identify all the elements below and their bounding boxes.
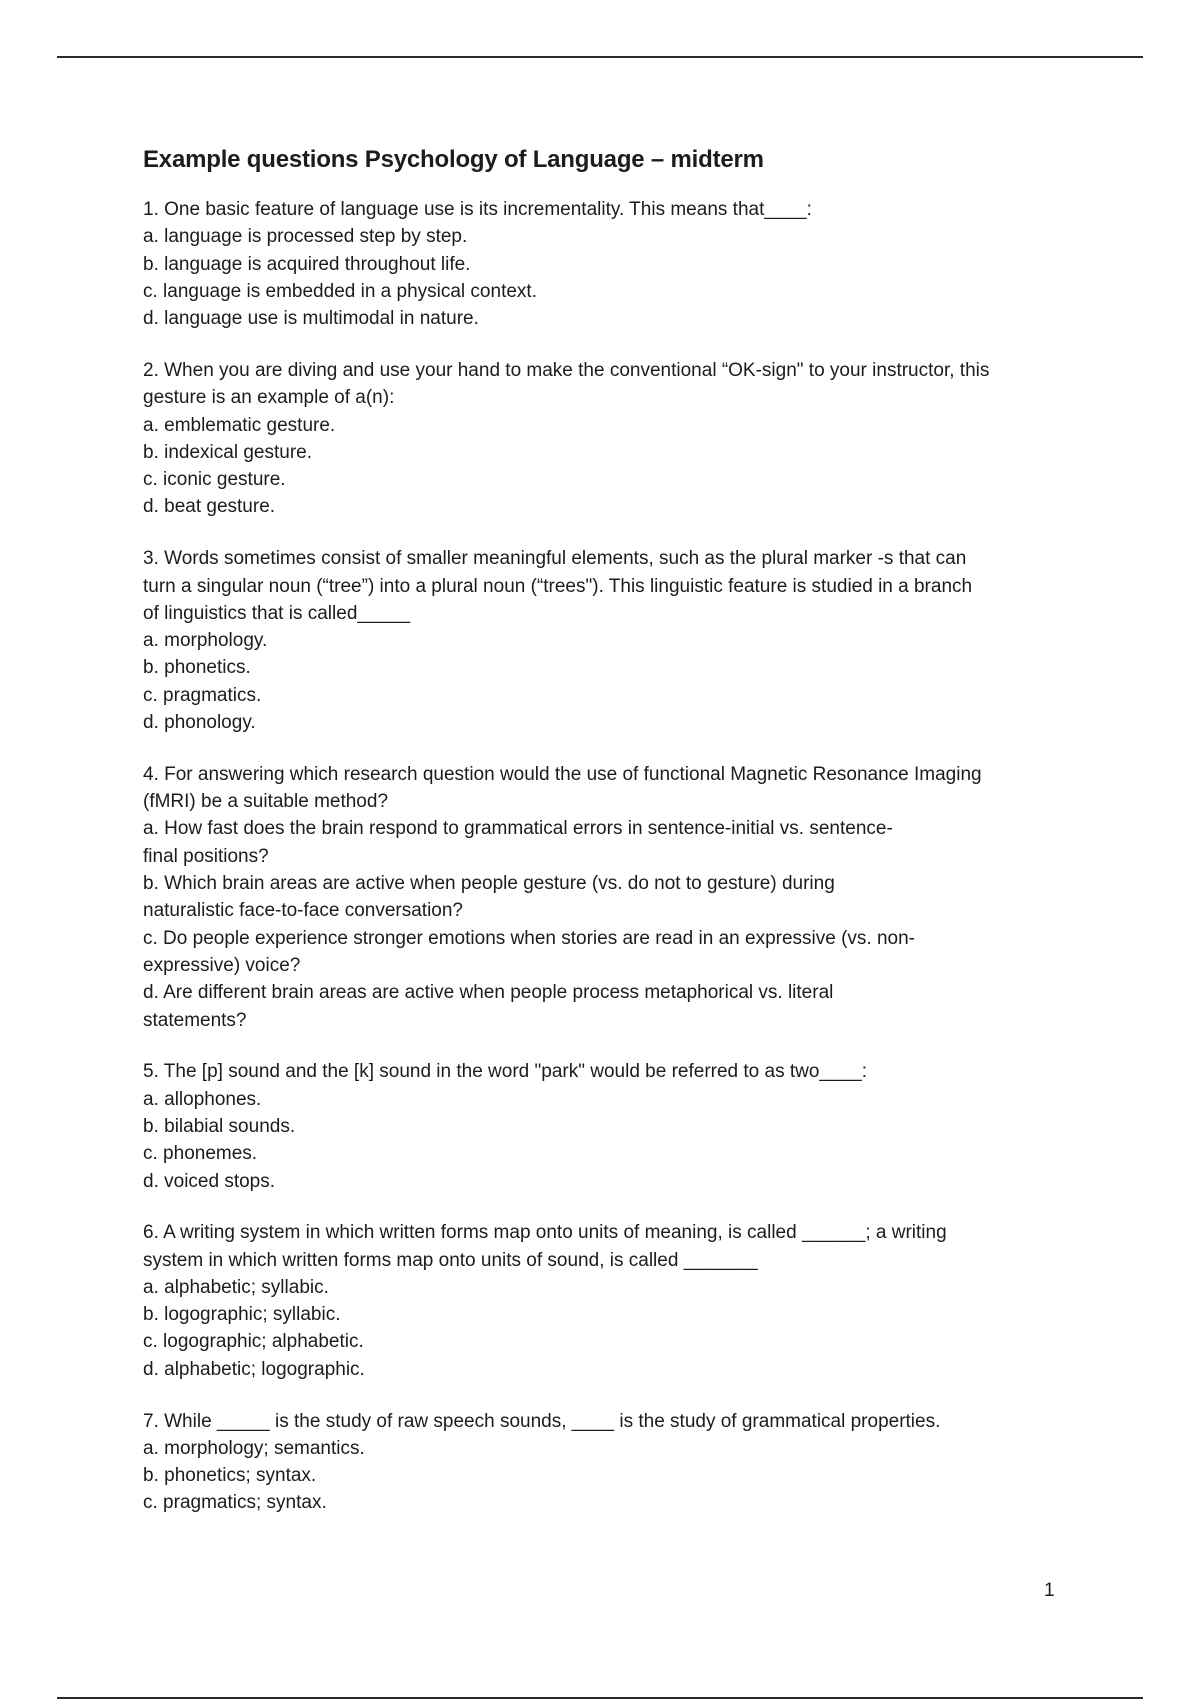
question-text-line: d. Are different brain areas are active when people process metaphorical vs. literal [143,982,834,1004]
header-rule [57,56,1143,58]
question-text-line: b. bilabial sounds. [143,1115,296,1137]
question-1 [143,196,1083,332]
question-text-line: a. language is processed step by step. [143,226,468,248]
question-text-line: b. logographic; syllabic. [143,1304,341,1326]
question-text-line: c. language is embedded in a physical context. [143,280,537,302]
question-text-line: a. alphabetic; syllabic. [143,1276,329,1298]
question-text-line: d. language use is multimodal in nature. [143,308,479,330]
question-text-line: c. phonemes. [143,1143,258,1165]
question-text-line: a. How fast does the brain respond to grammatical errors in sentence-initial vs. sentence- [143,818,893,840]
question-text-line: d. voiced stops. [143,1170,276,1192]
question-text-line: b. Which brain areas are active when people gesture (vs. do not to gesture) during [143,873,835,895]
question-text-line: c. Do people experience stronger emotions when stories are read in an expressive (vs. non- [143,927,916,949]
question-text-line: of linguistics that is called_____ [143,602,411,624]
question-3 [143,545,1083,736]
question-text-line: d. beat gesture. [143,496,276,518]
question-6 [143,1219,1083,1383]
question-text-line: b. phonetics. [143,657,251,679]
question-5 [143,1058,1083,1194]
question-list [143,196,1083,1517]
question-text-line: c. pragmatics; syntax. [143,1492,327,1514]
question-text-line: b. language is acquired throughout life. [143,253,471,275]
question-4 [143,761,1083,1034]
document-body [143,144,1083,1541]
question-text-line: naturalistic face-to-face conversation? [143,900,463,922]
question-text-line: a. morphology. [143,630,268,652]
question-text-line: turn a singular noun (“tree”) into a plural noun (“trees"). This linguistic feature is studied in a branch [143,575,973,597]
question-7 [143,1408,1083,1517]
question-text-line: c. pragmatics. [143,684,262,706]
question-stem-line: 6. A writing system in which written forms map onto units of meaning, is called ______; a writing [143,1222,947,1244]
question-text-line: system in which written forms map onto units of sound, is called _______ [143,1249,758,1271]
footer-rule [57,1697,1143,1699]
question-text-line: (fMRI) be a suitable method? [143,791,389,813]
question-text-line: a. allophones. [143,1088,262,1110]
question-text-line: gesture is an example of a(n): [143,387,395,409]
question-text-line: final positions? [143,845,269,867]
page-number: 1 [1044,1580,1055,1601]
question-text-line: c. iconic gesture. [143,469,286,491]
question-text-line: b. indexical gesture. [143,441,312,463]
question-text-line: d. alphabetic; logographic. [143,1358,365,1380]
question-text-line: c. logographic; alphabetic. [143,1331,364,1353]
question-2 [143,357,1083,521]
question-stem-line: 2. When you are diving and use your hand to make the conventional “OK-sign" to your instructor, this [143,359,990,381]
question-text-line: expressive) voice? [143,954,301,976]
question-stem-line: 1. One basic feature of language use is its incrementality. This means that____: [143,199,812,220]
question-text-line: a. emblematic gesture. [143,414,336,436]
question-stem-line: 3. Words sometimes consist of smaller meaningful elements, such as the plural marker -s that can [143,548,967,570]
page-title: Example questions Psychology of Language – midterm [143,146,764,173]
question-stem-line: 7. While _____ is the study of raw speech sounds, ____ is the study of grammatical properties. [143,1410,941,1432]
question-text-line: a. morphology; semantics. [143,1437,365,1459]
question-stem-line: 5. The [p] sound and the [k] sound in the word "park" would be referred to as two____: [143,1061,867,1083]
question-text-line: statements? [143,1009,247,1031]
question-text-line: b. phonetics; syntax. [143,1465,317,1487]
question-stem-line: 4. For answering which research question would the use of functional Magnetic Resonance Imaging [143,763,982,785]
question-text-line: d. phonology. [143,712,256,734]
